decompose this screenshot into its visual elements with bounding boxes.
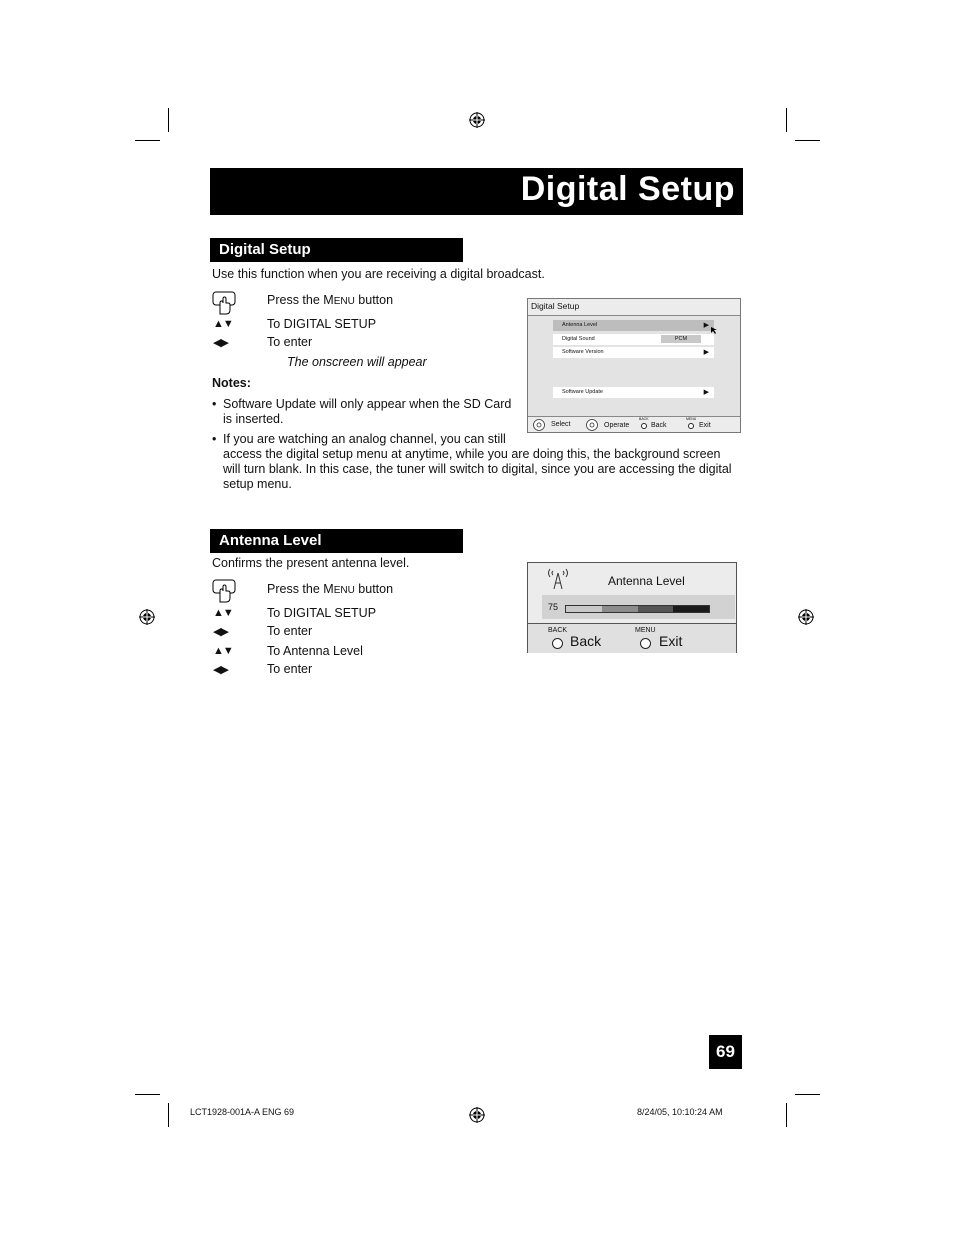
crop-mark bbox=[795, 1094, 820, 1095]
crop-mark bbox=[786, 1103, 787, 1127]
note-text: access the digital setup menu at anytime, while you are doing this, the background screen bbox=[223, 447, 721, 461]
section-heading-label: Antenna Level bbox=[219, 532, 322, 549]
note-text: will turn blank. In this case, the tuner will switch to digital, since you are accessing the digital bbox=[223, 462, 732, 476]
menu-button-icon bbox=[640, 638, 651, 649]
menu-item-label: Software Version bbox=[562, 349, 604, 355]
crop-mark bbox=[795, 140, 820, 141]
onscreen-note: The onscreen will appear bbox=[287, 355, 427, 369]
level-bar-area bbox=[542, 595, 735, 619]
section-intro: Use this function when you are receiving a digital broadcast. bbox=[212, 267, 545, 281]
antenna-level-screen bbox=[527, 562, 737, 653]
notes-label: Notes: bbox=[212, 376, 251, 390]
level-segment bbox=[602, 606, 638, 612]
bullet: • bbox=[212, 432, 217, 446]
menu-item-label: Software Update bbox=[562, 389, 603, 395]
level-bar bbox=[565, 605, 710, 613]
menu-item-value: PCM bbox=[661, 335, 701, 343]
digital-setup-screen bbox=[527, 298, 741, 433]
crop-mark bbox=[168, 1103, 169, 1127]
footer-left: LCT1928-001A-A ENG 69 bbox=[190, 1107, 295, 1117]
antenna-level-title: Antenna Level bbox=[608, 574, 685, 588]
registration-mark-icon bbox=[139, 609, 155, 625]
menu-item-software-version[interactable] bbox=[553, 347, 714, 358]
note-text: is inserted. bbox=[223, 412, 284, 426]
screen-title: Digital Setup bbox=[528, 299, 740, 316]
footer-back-label: Back bbox=[570, 633, 602, 649]
step-text: To DIGITAL SETUP bbox=[267, 317, 377, 331]
registration-mark-icon bbox=[469, 112, 485, 128]
menu-item-digital-sound[interactable] bbox=[553, 334, 714, 345]
page-title-bar bbox=[210, 168, 743, 215]
back-button-icon bbox=[641, 423, 647, 429]
menu-key-label: MENU bbox=[686, 417, 697, 421]
screen-footer bbox=[528, 416, 740, 432]
note-text: Software Update will only appear when the SD Card bbox=[223, 397, 512, 411]
note-text: setup menu. bbox=[223, 477, 292, 491]
level-value: 75 bbox=[548, 602, 559, 612]
remote-press-icon bbox=[212, 291, 236, 315]
menu-item-antenna-level[interactable] bbox=[553, 320, 714, 331]
step-text: To enter bbox=[267, 335, 313, 349]
level-segment bbox=[673, 606, 709, 612]
footer-select-label: Select bbox=[551, 421, 571, 428]
footer-right: 8/24/05, 10:10:24 AM bbox=[637, 1107, 723, 1117]
menu-item-label: Digital Sound bbox=[562, 336, 595, 342]
up-down-arrow-icon: ▲▼ bbox=[213, 645, 233, 657]
footer-operate-label: Operate bbox=[604, 422, 630, 429]
menu-key-label: MENU bbox=[635, 627, 656, 634]
footer-back-label: Back bbox=[651, 422, 667, 429]
back-key-label: BACK bbox=[639, 417, 649, 421]
screen-footer bbox=[528, 623, 736, 653]
footer-exit-label: Exit bbox=[659, 633, 683, 649]
page-number: 69 bbox=[709, 1035, 742, 1069]
step-press-menu: Press the MENU button bbox=[267, 582, 394, 596]
crop-mark bbox=[786, 108, 787, 132]
step-text: To Antenna Level bbox=[267, 644, 363, 658]
crop-mark bbox=[135, 140, 160, 141]
back-key-label: BACK bbox=[548, 627, 568, 634]
crop-mark bbox=[168, 108, 169, 132]
registration-mark-icon bbox=[469, 1107, 485, 1123]
left-right-arrow-icon: ◀▶ bbox=[213, 664, 228, 676]
dpad-icon bbox=[533, 419, 545, 431]
section-heading-digital-setup bbox=[210, 238, 463, 262]
page-title: Digital Setup bbox=[520, 170, 735, 208]
note-text: If you are watching an analog channel, you can still bbox=[223, 432, 506, 446]
section-heading-label: Digital Setup bbox=[219, 241, 311, 258]
antenna-icon bbox=[545, 568, 571, 590]
up-down-arrow-icon: ▲▼ bbox=[213, 607, 233, 619]
right-arrow-icon: ▶ bbox=[703, 349, 709, 356]
dpad-icon bbox=[586, 419, 598, 431]
section-intro: Confirms the present antenna level. bbox=[212, 556, 410, 570]
registration-mark-icon bbox=[798, 609, 814, 625]
step-text: To enter bbox=[267, 662, 313, 676]
footer-exit-label: Exit bbox=[699, 422, 711, 429]
step-text: To DIGITAL SETUP bbox=[267, 606, 377, 620]
antenna-level-panel bbox=[528, 563, 736, 623]
left-right-arrow-icon: ◀▶ bbox=[213, 337, 228, 349]
level-segment bbox=[566, 606, 602, 612]
crop-mark bbox=[135, 1094, 160, 1095]
menu-item-software-update[interactable] bbox=[553, 387, 714, 398]
menu-item-label: Antenna Level bbox=[562, 322, 598, 328]
up-down-arrow-icon: ▲▼ bbox=[213, 318, 233, 330]
right-arrow-icon: ▶ bbox=[703, 322, 709, 329]
bullet: • bbox=[212, 397, 217, 411]
left-right-arrow-icon: ◀▶ bbox=[213, 626, 228, 638]
menu-button-icon bbox=[688, 423, 694, 429]
step-press-menu: Press the MENU button bbox=[267, 293, 394, 307]
back-button-icon bbox=[552, 638, 563, 649]
level-segment bbox=[638, 606, 674, 612]
step-text: To enter bbox=[267, 624, 313, 638]
right-arrow-icon: ▶ bbox=[703, 389, 709, 396]
remote-press-icon bbox=[212, 579, 236, 603]
section-heading-antenna-level bbox=[210, 529, 463, 553]
